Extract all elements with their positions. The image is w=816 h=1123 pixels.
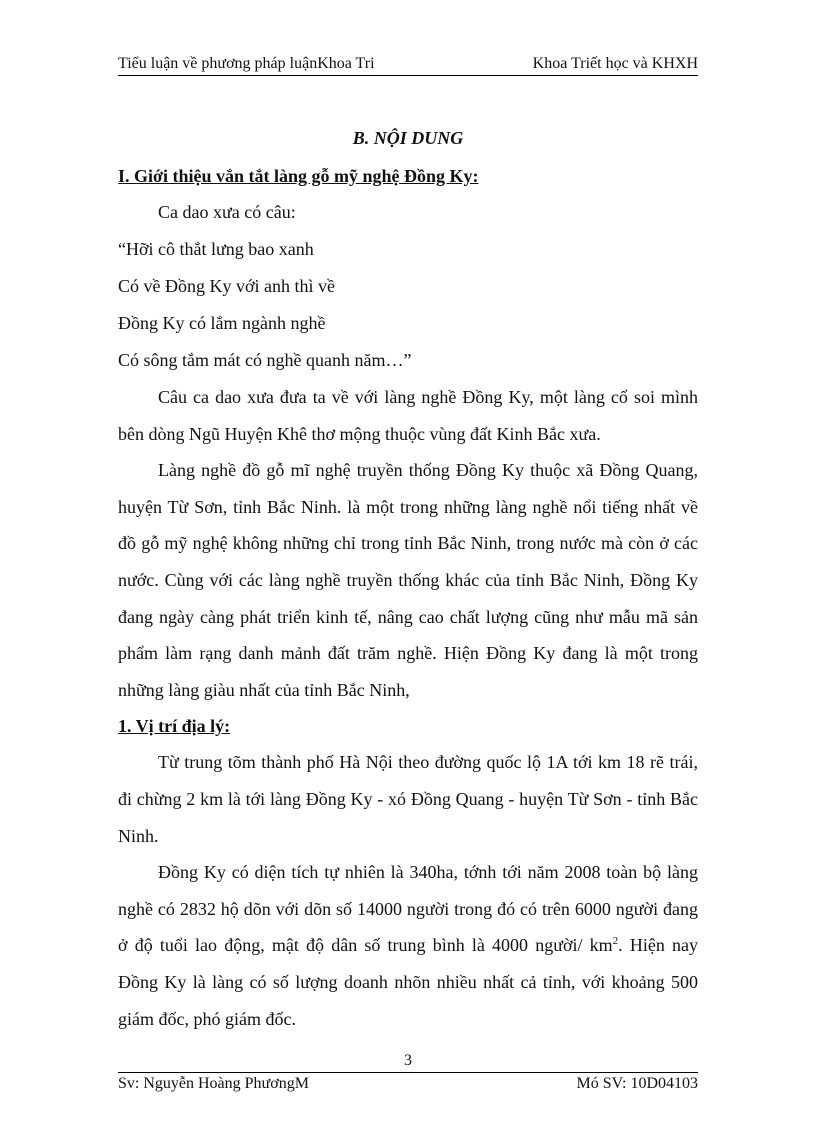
paragraph-directions: Từ trung tõm thành phố Hà Nội theo đường quốc lộ 1A tới km 18 rẽ trái, đi chừng 2 km là tới làng Đồng Ky - xó Đồng Quang - huyện Từ Sơn - tỉnh Bắc Ninh. xyxy=(118,752,698,846)
heading-location: 1. Vị trí địa lý: xyxy=(118,716,231,737)
poem-line-1: “Hỡi cô thắt lưng bao xanh xyxy=(118,239,314,259)
poem-intro: Ca dao xưa có câu: xyxy=(158,202,296,222)
footer-left-text: Sv: Nguyễn Hoàng PhươngM xyxy=(118,1075,309,1092)
demographics-text-b: . Hiện nay Đồng Ky là làng có số lượng doanh nhõn nhiều nhất cả tỉnh, với khoảng 500 giám đốc, phó giám đốc. xyxy=(118,935,698,1029)
paragraph-demographics xyxy=(118,854,698,1037)
page-footer xyxy=(118,1072,698,1096)
paragraph-ca-dao: Câu ca dao xưa đưa ta về với làng nghề Đồng Ky, một làng cổ soi mình bên dòng Ngũ Huyện Khê thơ mộng thuộc vùng đất Kinh Bắc xưa. xyxy=(118,387,698,444)
demographics-text-a: Đồng Ky có diện tích tự nhiên là 340ha, tớnh tới năm 2008 toàn bộ làng nghề có 2832 hộ dõn với dõn số 14000 người trong đó có trên 6000 người đang ở độ tuổi lao động, mật độ dân số trung bình là 4000 người/ km xyxy=(118,862,698,956)
page-header xyxy=(118,50,698,76)
paragraph-lang-nghe: Làng nghề đồ gỗ mĩ nghệ truyền thống Đồng Ky thuộc xã Đồng Quang, huyện Từ Sơn, tỉnh Bắc Ninh. là một trong những làng nghề nổi tiếng nhất về đồ gỗ mỹ nghệ không những chỉ trong tỉnh Bắc Ninh, trong nước mà còn ở các nước. Cùng với các làng nghề truyền thống khác của tỉnh Bắc Ninh, Đồng Ky đang ngày càng phát triển kinh tế, nâng cao chất lượng cũng như mẫu mã sản phẩm làm rạng danh mảnh đất trăm nghề. Hiện Đồng Ky đang là một trong những làng giàu nhất của tỉnh Bắc Ninh, xyxy=(118,460,698,700)
page-number: 3 xyxy=(404,1052,412,1069)
poem-line-3: Đồng Ky có lắm ngành nghề xyxy=(118,313,326,333)
header-right-text: Khoa Triết học và KHXH xyxy=(532,55,698,72)
document-body xyxy=(118,118,698,1037)
section-title: B. NỘI DUNG xyxy=(352,128,464,148)
superscript-2: 2 xyxy=(612,935,619,948)
heading-introduction: I. Giới thiệu vắn tắt làng gỗ mỹ nghệ Đồng Ky: xyxy=(118,166,479,186)
footer-right-text: Mó SV: 10D04103 xyxy=(576,1075,698,1092)
poem-line-2: Có về Đồng Ky với anh thì về xyxy=(118,276,335,296)
header-left-text: Tiểu luận về phương pháp luậnKhoa Tri xyxy=(118,55,375,72)
poem-line-4: Có sông tắm mát có nghề quanh năm…” xyxy=(118,350,412,370)
